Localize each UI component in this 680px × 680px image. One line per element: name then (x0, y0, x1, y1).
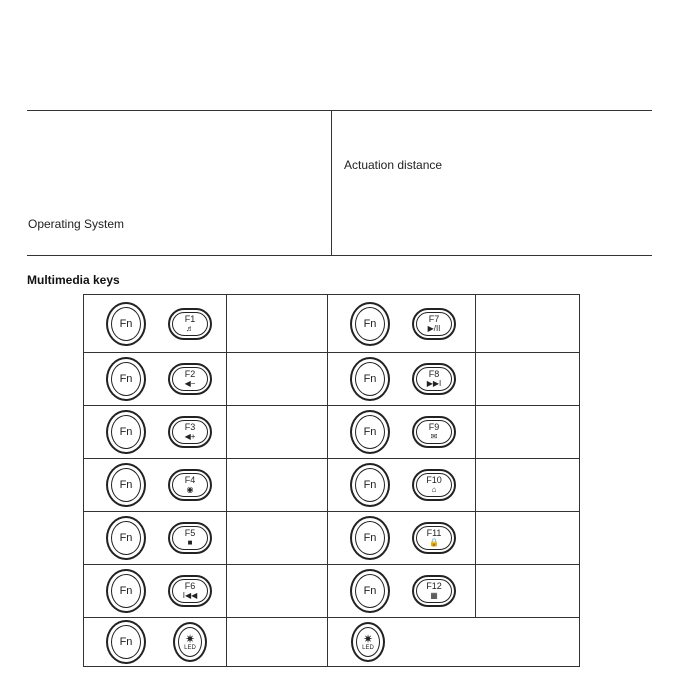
function-key-f6 (168, 575, 212, 607)
function-key-label: F10 (426, 475, 442, 485)
fn-key-label: Fn (363, 426, 377, 438)
function-key-label: F6 (184, 581, 196, 591)
fn-key-label: Fn (119, 426, 133, 438)
fn-key (106, 620, 146, 664)
description-cell (475, 459, 579, 512)
description-cell (475, 565, 579, 618)
table-row (84, 565, 580, 618)
function-key-label: F2 (184, 369, 196, 379)
function-key-f3 (168, 416, 212, 448)
function-key-f2 (168, 363, 212, 395)
description-cell (475, 512, 579, 565)
function-key-f9 (412, 416, 456, 448)
function-key-label: F1 (184, 313, 196, 324)
fn-key-label: Fn (363, 532, 377, 544)
fn-key (350, 569, 390, 613)
section-title: Multimedia keys (27, 273, 120, 287)
description-cell (475, 406, 579, 459)
fn-key-label: Fn (119, 532, 133, 544)
volume-up-icon: ◀+ (184, 432, 196, 441)
fn-key-label: Fn (363, 317, 377, 330)
function-key-label: F12 (426, 581, 442, 591)
description-cell (227, 565, 328, 618)
fn-key-label: Fn (119, 479, 133, 491)
mail-icon: ✉ (430, 432, 438, 441)
function-key-f5 (168, 522, 212, 554)
description-cell (227, 295, 328, 353)
description-cell (227, 353, 328, 406)
fn-key (350, 410, 390, 454)
previous-track-icon: I◀◀ (182, 591, 198, 600)
volume-down-icon: ◀− (184, 379, 196, 388)
function-key-label: F9 (428, 422, 440, 432)
description-cell (475, 353, 579, 406)
function-key-label: F5 (184, 528, 196, 538)
spec-table (27, 110, 652, 256)
actuation-distance-label: Actuation distance (344, 158, 443, 172)
fn-key (106, 410, 146, 454)
fn-key-label: Fn (363, 585, 377, 597)
function-key-label: F4 (184, 475, 196, 485)
fn-key (350, 302, 390, 346)
key-combo-cell (328, 406, 476, 459)
function-key-f7 (412, 308, 456, 340)
description-cell (227, 406, 328, 459)
home-icon: ⌂ (431, 485, 437, 494)
key-combo-cell (84, 295, 227, 353)
fn-key (106, 357, 146, 401)
fn-key-label: Fn (363, 479, 377, 491)
description-cell (227, 618, 328, 667)
multimedia-keys-table (83, 294, 580, 667)
description-cell (475, 295, 579, 353)
led-key (351, 622, 385, 662)
table-row (84, 459, 580, 512)
fn-key (106, 569, 146, 613)
function-key-f11 (412, 522, 456, 554)
key-combo-cell (328, 459, 476, 512)
backlight-icon: ✷ (362, 631, 374, 646)
calculator-icon: ▦ (430, 591, 438, 600)
fn-key-label: Fn (119, 585, 133, 597)
description-cell (227, 512, 328, 565)
stop-icon: ■ (187, 538, 193, 547)
table-row (84, 406, 580, 459)
led-key-label: LED (184, 644, 196, 651)
key-combo-cell (328, 353, 476, 406)
function-key-f1 (168, 308, 212, 340)
music-icon: ♬ (186, 323, 194, 333)
table-row (84, 512, 580, 565)
key-combo-cell (328, 565, 476, 618)
backlight-icon: ✷ (184, 631, 196, 646)
function-key-label: F3 (184, 422, 196, 432)
key-combo-cell (84, 353, 227, 406)
table-row (84, 353, 580, 406)
fn-key (106, 463, 146, 507)
play-pause-icon: ▶/II (427, 323, 441, 333)
fn-key (350, 357, 390, 401)
description-cell (227, 459, 328, 512)
function-key-f4 (168, 469, 212, 501)
led-key (173, 622, 207, 662)
fn-key (350, 516, 390, 560)
fn-key-label: Fn (119, 373, 133, 385)
operating-system-label: Operating System (28, 217, 125, 231)
fn-key (106, 516, 146, 560)
key-combo-cell (328, 512, 476, 565)
function-key-f10 (412, 469, 456, 501)
fn-key (106, 302, 146, 346)
fn-key-label: Fn (363, 373, 377, 385)
function-key-f12 (412, 575, 456, 607)
key-combo-cell (84, 406, 227, 459)
key-combo-cell (328, 295, 476, 353)
mute-icon: ◉ (186, 485, 194, 494)
spec-divider (331, 111, 332, 255)
function-key-f8 (412, 363, 456, 395)
led-key-label: LED (362, 644, 374, 651)
next-track-icon: ▶▶I (426, 379, 442, 388)
function-key-label: F7 (428, 313, 440, 324)
table-row (84, 618, 580, 667)
fn-key-label: Fn (119, 636, 133, 648)
fn-key-label: Fn (119, 317, 133, 330)
function-key-label: F8 (428, 369, 440, 379)
fn-key (350, 463, 390, 507)
key-combo-cell (84, 618, 227, 667)
function-key-label: F11 (426, 528, 442, 538)
key-combo-cell (84, 565, 227, 618)
key-combo-cell (84, 459, 227, 512)
key-combo-cell (84, 512, 227, 565)
table-row (84, 295, 580, 353)
led-key-cell (328, 618, 580, 667)
lock-icon: 🔒 (429, 538, 439, 547)
